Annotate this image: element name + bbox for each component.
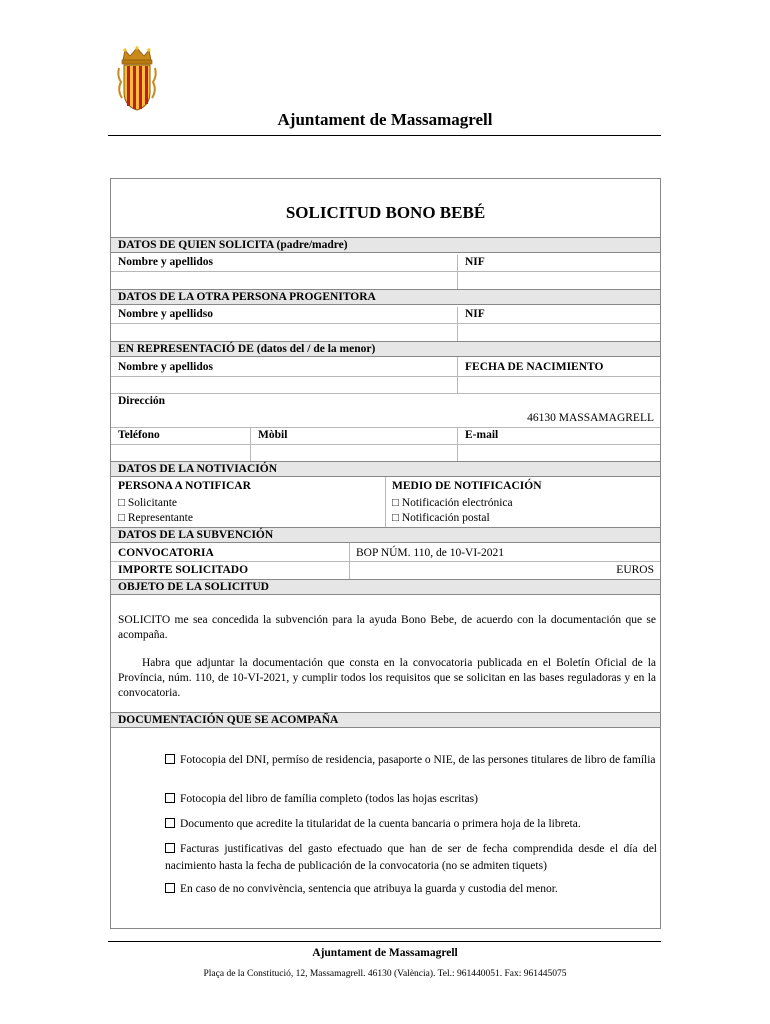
applicant-nif-field[interactable] <box>458 272 662 289</box>
divider <box>457 255 458 289</box>
doc-item-invoices[interactable] <box>165 841 657 875</box>
object-paragraph-request: SOLICITO me sea concedida la subvención para la ayuda Bono Bebe, de acuerdo con la documentación que se acompaña. <box>118 614 656 641</box>
amount-label: IMPORTE SOLICITADO <box>118 564 249 576</box>
divider <box>457 357 458 393</box>
doc-item-label: Fotocopia del libro de família completo (todos las hojas escritas) <box>180 793 478 805</box>
doc-item-label: Fotocopia del DNI, permíso de residencia, pasaporte o NIE, de las persones titulares de libro de família <box>180 754 656 766</box>
applicant-nif-label: NIF <box>465 256 485 268</box>
other-parent-name-label: Nombre y apellidso <box>118 308 213 320</box>
phone-label: Teléfono <box>118 429 160 441</box>
other-parent-nif-label: NIF <box>465 308 485 320</box>
phone-field[interactable] <box>111 445 250 461</box>
subsidy-section-header: DATOS DE LA SUBVENCIÓN <box>111 527 660 543</box>
documentation-section-header: DOCUMENTACIÓN QUE SE ACOMPAÑA <box>111 712 660 728</box>
checkbox-icon[interactable] <box>165 843 175 853</box>
divider <box>457 427 458 461</box>
checkbox-icon[interactable] <box>165 754 175 764</box>
application-form <box>110 178 661 929</box>
checkbox-icon: □ <box>392 512 399 524</box>
doc-item-family-book[interactable] <box>165 791 657 808</box>
mobile-field[interactable] <box>251 445 457 461</box>
divider <box>457 307 458 341</box>
minor-name-label: Nombre y apellidos <box>118 361 213 373</box>
doc-item-dni[interactable] <box>165 752 657 769</box>
object-section-header: OBJETO DE LA SOLICITUD <box>111 579 660 595</box>
option-solicitante[interactable] <box>118 496 177 510</box>
address-city-text: 46130 MASSAMAGRELL <box>527 412 654 424</box>
form-title: SOLICITUD BONO BEBÉ <box>285 203 486 222</box>
minor-birth-date-label: FECHA DE NACIMIENTO <box>465 361 604 373</box>
doc-item-bank-account[interactable] <box>165 816 657 833</box>
checkbox-icon[interactable] <box>165 883 175 893</box>
notification-medium-label: MEDIO DE NOTIFICACIÓN <box>392 480 542 492</box>
doc-item-custody[interactable] <box>165 881 657 898</box>
checkbox-icon: □ <box>118 512 125 524</box>
option-representante[interactable] <box>118 511 193 525</box>
doc-item-label: Facturas justificativas del gasto efectuado que han de ser de fecha comprendida desde el día del nacimiento hasta la fecha de publicación de la convocatoria (no se admiten tiquets) <box>165 843 657 872</box>
other-parent-name-field[interactable] <box>111 324 457 341</box>
checkbox-icon: □ <box>118 497 125 509</box>
email-field[interactable] <box>458 445 662 461</box>
footer-address: Plaça de la Constitució, 12, Massamagrell. 46130 (València). Tel.: 961440051. Fax: 961445075 <box>203 969 567 979</box>
header-title: Ajuntament de Massamagrell <box>277 110 493 129</box>
applicant-name-field[interactable] <box>111 272 457 289</box>
person-to-notify-label: PERSONA A NOTIFICAR <box>118 480 251 492</box>
object-paragraph-attachments: Habra que adjuntar la documentación que consta en la convocatoria publicada en el Boletín Oficial de la Província, núm. 110, de 10-VI-2021, y cumplir todos los requisitos que se solicitan en las bases reguladoras y en la convocatoria. <box>118 657 656 699</box>
applicant-name-label: Nombre y apellidos <box>118 256 213 268</box>
doc-item-label: En caso de no convivència, sentencia que atribuya la guarda y custodia del menor. <box>180 883 558 895</box>
mobile-label: Mòbil <box>258 429 288 441</box>
minor-section-header: EN REPRESENTACIÓ DE (datos del / de la menor) <box>111 341 660 357</box>
doc-item-label: Documento que acredite la titularidat de la cuenta bancaria o primera hoja de la libreta. <box>180 818 581 830</box>
option-label: Notificación electrónica <box>401 497 513 509</box>
call-label: CONVOCATORIA <box>118 547 214 559</box>
amount-field[interactable] <box>350 562 662 578</box>
other-parent-section-header: DATOS DE LA OTRA PERSONA PROGENITORA <box>111 289 660 305</box>
option-label: Solicitante <box>127 497 178 509</box>
address-label: Dirección <box>118 395 166 407</box>
divider <box>111 427 660 428</box>
option-electronic-notification[interactable] <box>392 496 513 510</box>
email-label: E-mail <box>465 429 499 441</box>
footer-divider <box>108 941 661 942</box>
applicant-section-header: DATOS DE QUIEN SOLICITA (padre/madre) <box>111 237 660 253</box>
option-postal-notification[interactable] <box>392 511 490 525</box>
checkbox-icon[interactable] <box>165 818 175 828</box>
other-parent-nif-field[interactable] <box>458 324 662 341</box>
checkbox-icon: □ <box>392 497 399 509</box>
footer-title: Ajuntament de Massamagrell <box>312 947 458 959</box>
divider <box>250 427 251 461</box>
header-divider <box>108 135 661 136</box>
minor-name-field[interactable] <box>111 377 457 393</box>
amount-unit: EUROS <box>616 564 654 576</box>
divider <box>349 543 350 579</box>
divider <box>111 393 660 394</box>
checkbox-icon[interactable] <box>165 793 175 803</box>
divider <box>385 477 386 527</box>
option-label: Representante <box>127 512 193 524</box>
minor-birth-date-field[interactable] <box>458 377 662 393</box>
notification-section-header: DATOS DE LA NOTIVIACIÓN <box>111 461 660 477</box>
call-value: BOP NÚM. 110, de 10-VI-2021 <box>356 547 505 559</box>
option-label: Notificación postal <box>401 512 490 524</box>
municipal-coat-of-arms-icon <box>117 46 157 112</box>
